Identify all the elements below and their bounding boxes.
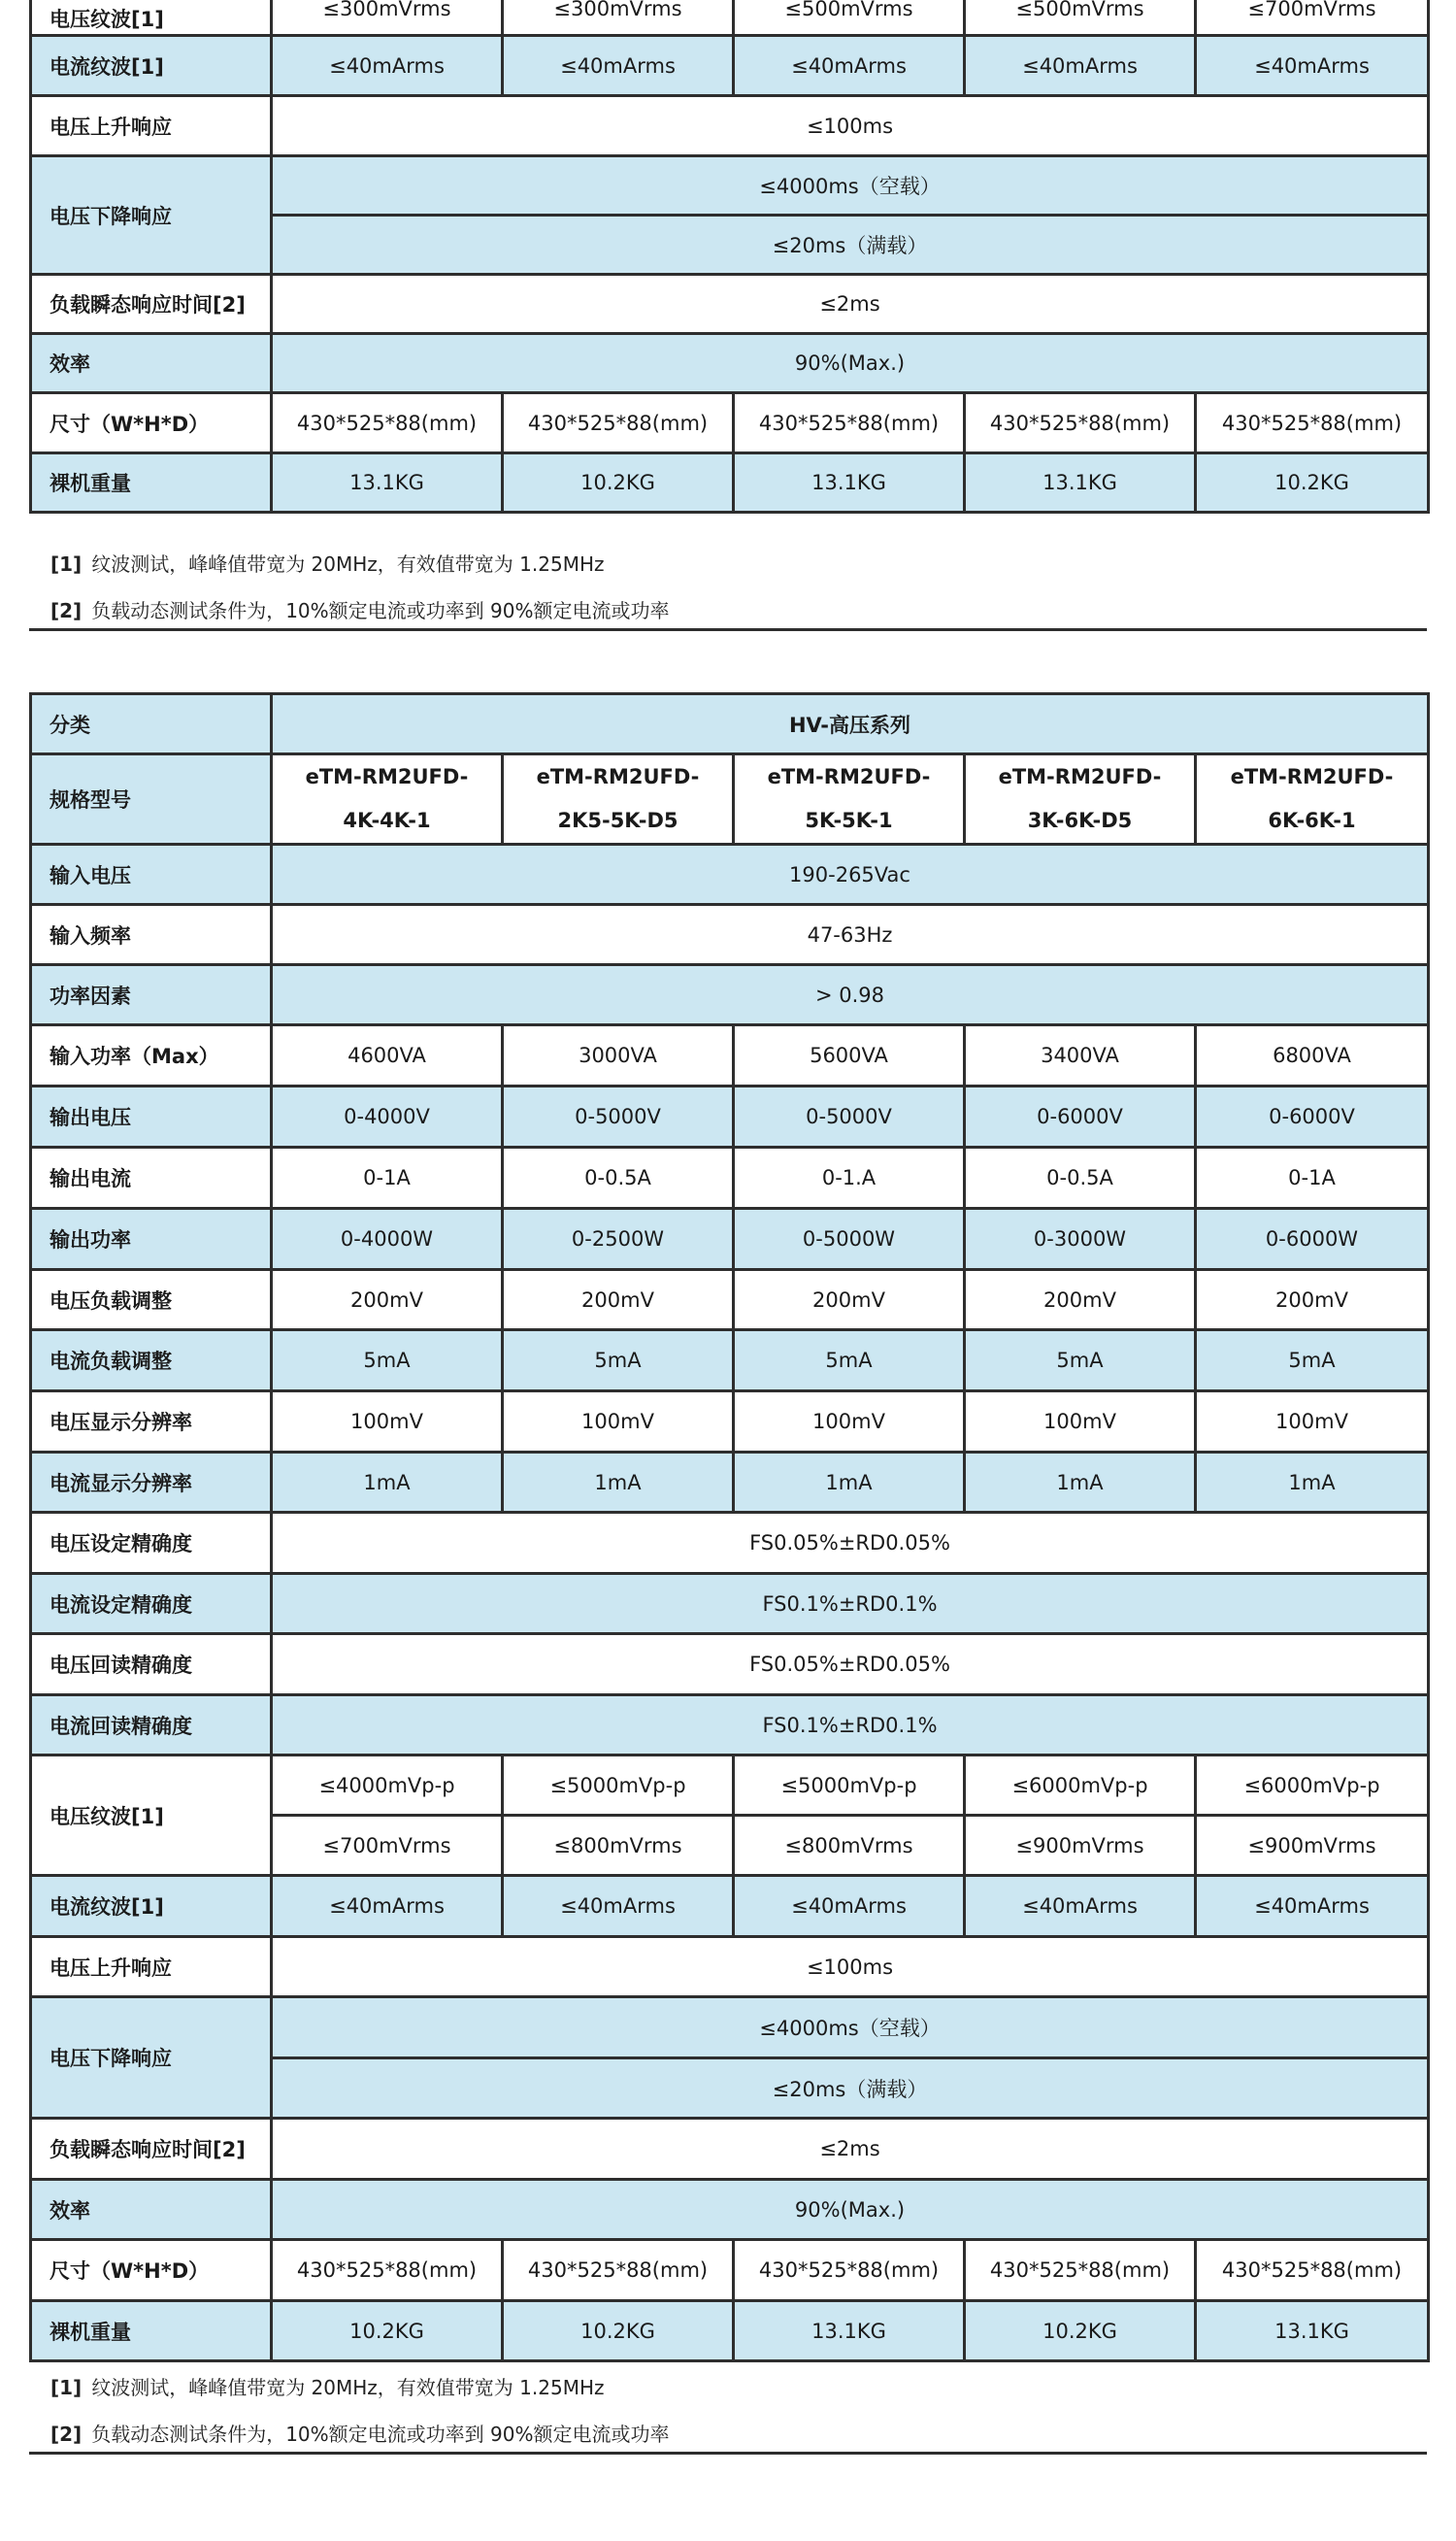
table-cell: 3000VA [503, 1025, 734, 1087]
table-row [31, 1876, 1429, 1937]
footnote-2 [50, 2419, 669, 2447]
table-cell: 5mA [272, 1330, 503, 1391]
transient-label: 负载瞬态响应时间[2] [31, 275, 272, 334]
table-row [31, 0, 1429, 36]
table-cell: 1mA [734, 1453, 965, 1513]
current-regulation-label: 电流负载调整 [31, 1330, 272, 1391]
table-cell: ≤100ms [272, 96, 1429, 156]
model-line: 3K-6K-D5 [1027, 809, 1133, 832]
model-line: 2K5-5K-D5 [557, 809, 678, 832]
table-cell: ≤700mVrms [272, 1816, 503, 1876]
table-row [31, 1148, 1429, 1209]
voltage-set-accuracy-label: 电压设定精确度 [31, 1513, 272, 1574]
model-cell [965, 754, 1196, 845]
table-cell: 430*525*88(mm) [1196, 393, 1429, 453]
table-row [31, 1997, 1429, 2058]
table-row [31, 2119, 1429, 2180]
model-label: 规格型号 [31, 754, 272, 845]
table-cell: 1mA [1196, 1453, 1429, 1513]
table-row [31, 96, 1429, 156]
table-cell: ≤6000mVp-p [965, 1755, 1196, 1816]
table-cell: 10.2KG [965, 2301, 1196, 2361]
table-cell: ≤40mArms [734, 36, 965, 96]
ripple-current-label: 电流纹波[1] [31, 36, 272, 96]
table-cell: 200mV [503, 1270, 734, 1330]
table-cell: 13.1KG [734, 453, 965, 513]
output-current-label: 输出电流 [31, 1148, 272, 1209]
spec-table-standard [29, 0, 1430, 514]
footnote-tag: [1] [50, 552, 83, 576]
table-cell: > 0.98 [272, 965, 1429, 1025]
table-cell: ≤300mVrms [503, 0, 734, 36]
table-cell: 1mA [272, 1453, 503, 1513]
table-row [31, 2240, 1429, 2301]
table-cell: ≤20ms（满载） [272, 2058, 1429, 2119]
table-cell: 430*525*88(mm) [272, 393, 503, 453]
table-cell: 0-6000V [1196, 1087, 1429, 1148]
table-cell: 5mA [734, 1330, 965, 1391]
size-label: 尺寸（W*H*D） [31, 393, 272, 453]
table-cell: 5mA [1196, 1330, 1429, 1391]
size-label: 尺寸（W*H*D） [31, 2240, 272, 2301]
table-row [31, 36, 1429, 96]
ripple-current-label: 电流纹波[1] [31, 1876, 272, 1937]
table-cell: 100mV [272, 1391, 503, 1453]
table-cell: 6800VA [1196, 1025, 1429, 1087]
table-cell: ≤40mArms [272, 1876, 503, 1937]
table-cell: 430*525*88(mm) [1196, 2240, 1429, 2301]
input-power-label: 输入功率（Max） [31, 1025, 272, 1087]
table-cell: 4600VA [272, 1025, 503, 1087]
table-cell: 200mV [734, 1270, 965, 1330]
table-row [31, 1634, 1429, 1695]
spec-table-hv [29, 692, 1430, 2362]
table-row [31, 754, 1429, 845]
model-line: 5K-5K-1 [805, 809, 893, 832]
voltage-readback-label: 电压回读精确度 [31, 1634, 272, 1695]
table-cell: ≤5000mVp-p [734, 1755, 965, 1816]
table-row [31, 1391, 1429, 1453]
model-line: eTM-RM2UFD- [1230, 765, 1394, 788]
category-label: 分类 [31, 694, 272, 754]
table-cell: 0-4000V [272, 1087, 503, 1148]
footnote-1 [50, 549, 604, 577]
table-cell: ≤4000ms（空载） [272, 156, 1429, 216]
table-cell: ≤40mArms [734, 1876, 965, 1937]
table-cell: ≤500mVrms [965, 0, 1196, 36]
category-value: HV-高压系列 [272, 694, 1429, 754]
table-row [31, 845, 1429, 905]
table-cell: 3400VA [965, 1025, 1196, 1087]
table-cell: FS0.1%±RD0.1% [272, 1574, 1429, 1634]
footnote-text: 纹波测试，峰峰值带宽为 20MHz，有效值带宽为 1.25MHz [91, 552, 605, 576]
table-cell: ≤800mVrms [503, 1816, 734, 1876]
table-row [31, 905, 1429, 965]
footnote-tag: [1] [50, 2376, 83, 2399]
table-row [31, 1025, 1429, 1087]
ripple-voltage-label: 电压纹波[1] [31, 1755, 272, 1876]
table-cell: 100mV [734, 1391, 965, 1453]
table-cell: 430*525*88(mm) [503, 393, 734, 453]
table-cell: 10.2KG [503, 2301, 734, 2361]
table-cell: 200mV [272, 1270, 503, 1330]
table-cell: ≤40mArms [1196, 1876, 1429, 1937]
table-row [31, 275, 1429, 334]
model-line: 6K-6K-1 [1268, 809, 1356, 832]
table-row [31, 1453, 1429, 1513]
model-cell [272, 754, 503, 845]
table-cell: 0-6000W [1196, 1209, 1429, 1270]
footnote-1 [50, 2372, 604, 2400]
model-line: eTM-RM2UFD- [998, 765, 1162, 788]
footnote-tag: [2] [50, 599, 83, 622]
table-cell: 430*525*88(mm) [734, 393, 965, 453]
table-cell: 10.2KG [1196, 453, 1429, 513]
table-cell: 5mA [965, 1330, 1196, 1391]
transient-label: 负载瞬态响应时间[2] [31, 2119, 272, 2180]
output-power-label: 输出功率 [31, 1209, 272, 1270]
table-cell: 0-0.5A [965, 1148, 1196, 1209]
table-cell: 200mV [1196, 1270, 1429, 1330]
voltage-rise-label: 电压上升响应 [31, 96, 272, 156]
table-row [31, 1270, 1429, 1330]
table-cell: 430*525*88(mm) [734, 2240, 965, 2301]
table-row [31, 1695, 1429, 1755]
table-row [31, 1755, 1429, 1816]
table-row [31, 2180, 1429, 2240]
output-voltage-label: 输出电压 [31, 1087, 272, 1148]
table-cell: FS0.1%±RD0.1% [272, 1695, 1429, 1755]
table-cell: ≤40mArms [503, 1876, 734, 1937]
table-cell: ≤100ms [272, 1937, 1429, 1997]
table-cell: FS0.05%±RD0.05% [272, 1634, 1429, 1695]
table-cell: ≤40mArms [503, 36, 734, 96]
table-row [31, 334, 1429, 393]
table-cell: 100mV [503, 1391, 734, 1453]
table-cell: 13.1KG [272, 453, 503, 513]
table-cell: 0-6000V [965, 1087, 1196, 1148]
table-row [31, 1574, 1429, 1634]
table-cell: 0-1A [1196, 1148, 1429, 1209]
table-cell: 0-5000W [734, 1209, 965, 1270]
table-cell: 100mV [1196, 1391, 1429, 1453]
table-cell: 0-0.5A [503, 1148, 734, 1209]
table-cell: 13.1KG [734, 2301, 965, 2361]
table-row [31, 1209, 1429, 1270]
model-line: eTM-RM2UFD- [767, 765, 931, 788]
table-cell: ≤40mArms [1196, 36, 1429, 96]
table-cell: 430*525*88(mm) [965, 2240, 1196, 2301]
table-row [31, 1087, 1429, 1148]
table-cell: 430*525*88(mm) [965, 393, 1196, 453]
table-cell: 5600VA [734, 1025, 965, 1087]
table-row [31, 156, 1429, 216]
model-cell [734, 754, 965, 845]
table-cell: 200mV [965, 1270, 1196, 1330]
table-cell: ≤40mArms [272, 36, 503, 96]
table-cell: ≤900mVrms [1196, 1816, 1429, 1876]
footnote-2 [50, 595, 669, 623]
current-readback-label: 电流回读精确度 [31, 1695, 272, 1755]
table-cell: 13.1KG [1196, 2301, 1429, 2361]
table-row [31, 694, 1429, 754]
model-cell [1196, 754, 1429, 845]
table-cell: ≤500mVrms [734, 0, 965, 36]
table-cell: ≤700mVrms [1196, 0, 1429, 36]
table-cell: 10.2KG [272, 2301, 503, 2361]
table-cell: ≤2ms [272, 275, 1429, 334]
table-cell: 0-1A [272, 1148, 503, 1209]
table-cell: 0-2500W [503, 1209, 734, 1270]
table-cell: 0-5000V [503, 1087, 734, 1148]
weight-label: 裸机重量 [31, 453, 272, 513]
weight-label: 裸机重量 [31, 2301, 272, 2361]
table-cell: 430*525*88(mm) [272, 2240, 503, 2301]
voltage-rise-label: 电压上升响应 [31, 1937, 272, 1997]
table-cell: 90%(Max.) [272, 2180, 1429, 2240]
voltage-fall-label: 电压下降响应 [31, 156, 272, 275]
footnote-text: 负载动态测试条件为，10%额定电流或功率到 90%额定电流或功率 [91, 2423, 670, 2446]
table-cell: ≤40mArms [965, 1876, 1196, 1937]
table-cell: FS0.05%±RD0.05% [272, 1513, 1429, 1574]
voltage-resolution-label: 电压显示分辨率 [31, 1391, 272, 1453]
table-cell: ≤40mArms [965, 36, 1196, 96]
model-line: 4K-4K-1 [343, 809, 431, 832]
table-cell: 0-5000V [734, 1087, 965, 1148]
footnote-text: 负载动态测试条件为，10%额定电流或功率到 90%额定电流或功率 [91, 599, 670, 622]
table-row [31, 1513, 1429, 1574]
table-cell: 100mV [965, 1391, 1196, 1453]
model-line: eTM-RM2UFD- [536, 765, 700, 788]
table-cell: ≤5000mVp-p [503, 1755, 734, 1816]
table-cell: 0-4000W [272, 1209, 503, 1270]
voltage-fall-label: 电压下降响应 [31, 1997, 272, 2119]
table-cell: 0-3000W [965, 1209, 1196, 1270]
efficiency-label: 效率 [31, 334, 272, 393]
table-cell: 0-1.A [734, 1148, 965, 1209]
table-row [31, 1937, 1429, 1997]
table-cell: ≤800mVrms [734, 1816, 965, 1876]
divider [29, 628, 1427, 631]
table-cell: 190-265Vac [272, 845, 1429, 905]
footnote-text: 纹波测试，峰峰值带宽为 20MHz，有效值带宽为 1.25MHz [91, 2376, 605, 2399]
current-resolution-label: 电流显示分辨率 [31, 1453, 272, 1513]
divider [29, 2452, 1427, 2455]
table-cell: ≤900mVrms [965, 1816, 1196, 1876]
efficiency-label: 效率 [31, 2180, 272, 2240]
table-cell: 5mA [503, 1330, 734, 1391]
table-cell: ≤4000mVp-p [272, 1755, 503, 1816]
input-voltage-label: 输入电压 [31, 845, 272, 905]
table-row [31, 453, 1429, 513]
model-line: eTM-RM2UFD- [305, 765, 469, 788]
table-cell: ≤4000ms（空载） [272, 1997, 1429, 2058]
table-cell: 47-63Hz [272, 905, 1429, 965]
table-row [31, 1330, 1429, 1391]
table-cell: ≤2ms [272, 2119, 1429, 2180]
table-cell: 1mA [965, 1453, 1196, 1513]
ripple-voltage-label: 电压纹波[1] [31, 0, 272, 36]
current-set-accuracy-label: 电流设定精确度 [31, 1574, 272, 1634]
table-cell: 13.1KG [965, 453, 1196, 513]
input-frequency-label: 输入频率 [31, 905, 272, 965]
model-cell [503, 754, 734, 845]
table-row [31, 393, 1429, 453]
table-cell: ≤6000mVp-p [1196, 1755, 1429, 1816]
table-cell: ≤20ms（满载） [272, 216, 1429, 275]
table-cell: 10.2KG [503, 453, 734, 513]
table-row [31, 965, 1429, 1025]
table-cell: ≤300mVrms [272, 0, 503, 36]
table-row [31, 2301, 1429, 2361]
table-cell: 1mA [503, 1453, 734, 1513]
table-cell: 90%(Max.) [272, 334, 1429, 393]
voltage-regulation-label: 电压负载调整 [31, 1270, 272, 1330]
footnote-tag: [2] [50, 2423, 83, 2446]
power-factor-label: 功率因素 [31, 965, 272, 1025]
table-cell: 430*525*88(mm) [503, 2240, 734, 2301]
